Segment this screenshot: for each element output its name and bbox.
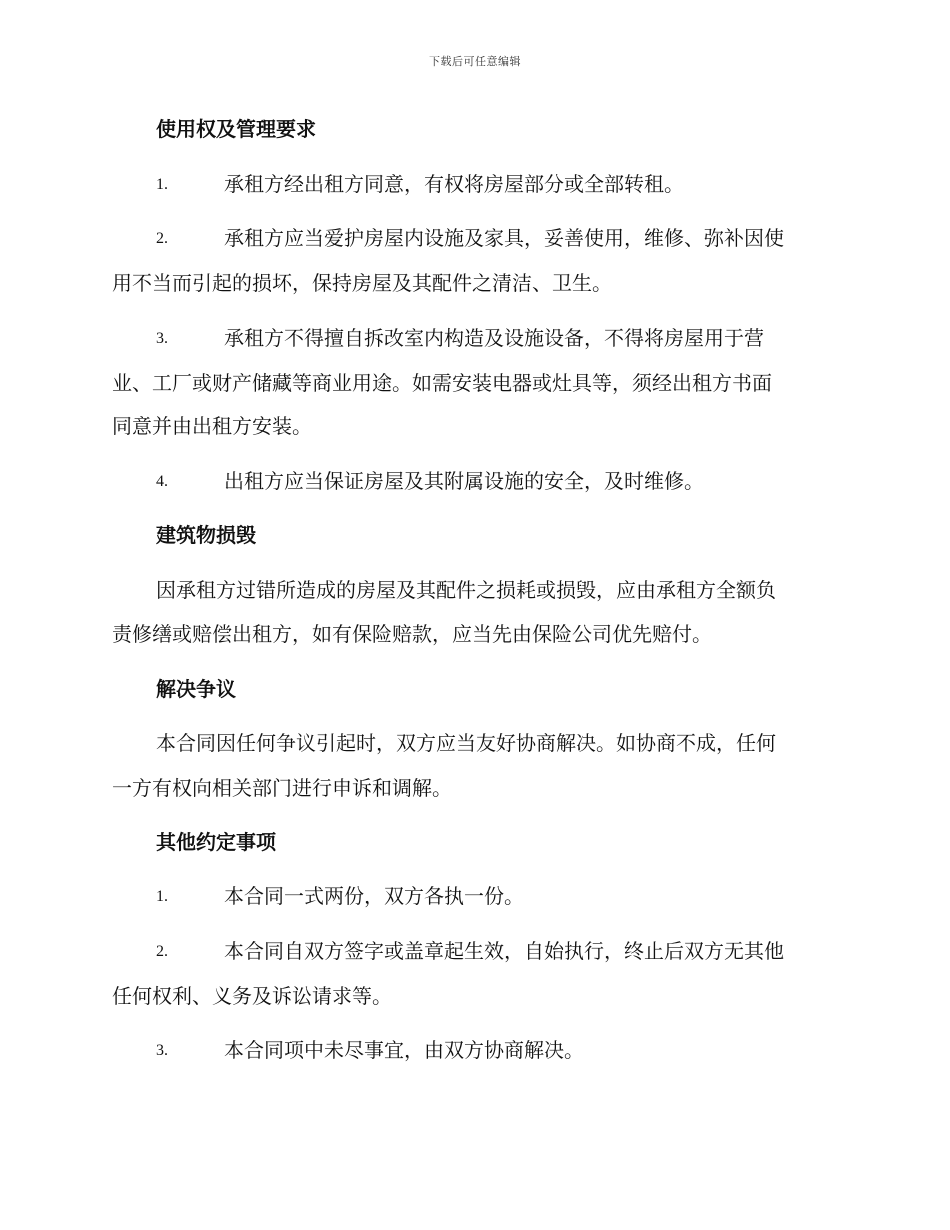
- dispute-paragraph-line-1: 本合同因任何争议引起时，双方应当友好协商解决。如协商不成，任何: [156, 731, 776, 755]
- dispute-paragraph-line-2: 一方有权向相关部门进行申诉和调解。: [112, 776, 452, 800]
- section-title-other: 其他约定事项: [156, 830, 276, 854]
- item-text: 承租方应当爱护房屋内设施及家具，妥善使用，维修、弥补因使: [224, 226, 784, 250]
- item-text: 本合同一式两份，双方各执一份。: [224, 884, 524, 908]
- other-item-2-cont: 任何权利、义务及诉讼请求等。: [112, 984, 392, 1008]
- item-text: 本合同自双方签字或盖章起生效，自始执行，终止后双方无其他: [224, 939, 784, 963]
- item-number: 2.: [156, 230, 168, 247]
- damage-paragraph-line-2: 责修缮或赔偿出租方，如有保险赔款，应当先由保险公司优先赔付。: [112, 622, 712, 646]
- usage-item-3-cont-1: 业、工厂或财产储藏等商业用途。如需安装电器或灶具等，须经出租方书面: [112, 371, 772, 395]
- page-header: 下载后可任意编辑: [429, 55, 521, 68]
- item-number: 3.: [156, 1042, 168, 1059]
- item-text: 承租方不得擅自拆改室内构造及设施设备，不得将房屋用于营: [224, 326, 764, 350]
- item-text: 承租方经出租方同意，有权将房屋部分或全部转租。: [224, 172, 684, 196]
- usage-item-3-cont-2: 同意并由出租方安装。: [112, 414, 312, 438]
- section-title-dispute: 解决争议: [156, 677, 236, 701]
- section-title-damage: 建筑物损毁: [156, 523, 256, 547]
- item-number: 1.: [156, 888, 168, 905]
- item-text: 出租方应当保证房屋及其附属设施的安全，及时维修。: [224, 469, 704, 493]
- item-number: 1.: [156, 176, 168, 193]
- item-number: 2.: [156, 943, 168, 960]
- section-title-usage: 使用权及管理要求: [156, 117, 316, 141]
- item-number: 3.: [156, 330, 168, 347]
- damage-paragraph-line-1: 因承租方过错所造成的房屋及其配件之损耗或损毁，应由承租方全额负: [156, 578, 776, 602]
- usage-item-2-cont: 用不当而引起的损坏，保持房屋及其配件之清洁、卫生。: [112, 271, 612, 295]
- item-text: 本合同项中未尽事宜，由双方协商解决。: [224, 1038, 584, 1062]
- item-number: 4.: [156, 473, 168, 490]
